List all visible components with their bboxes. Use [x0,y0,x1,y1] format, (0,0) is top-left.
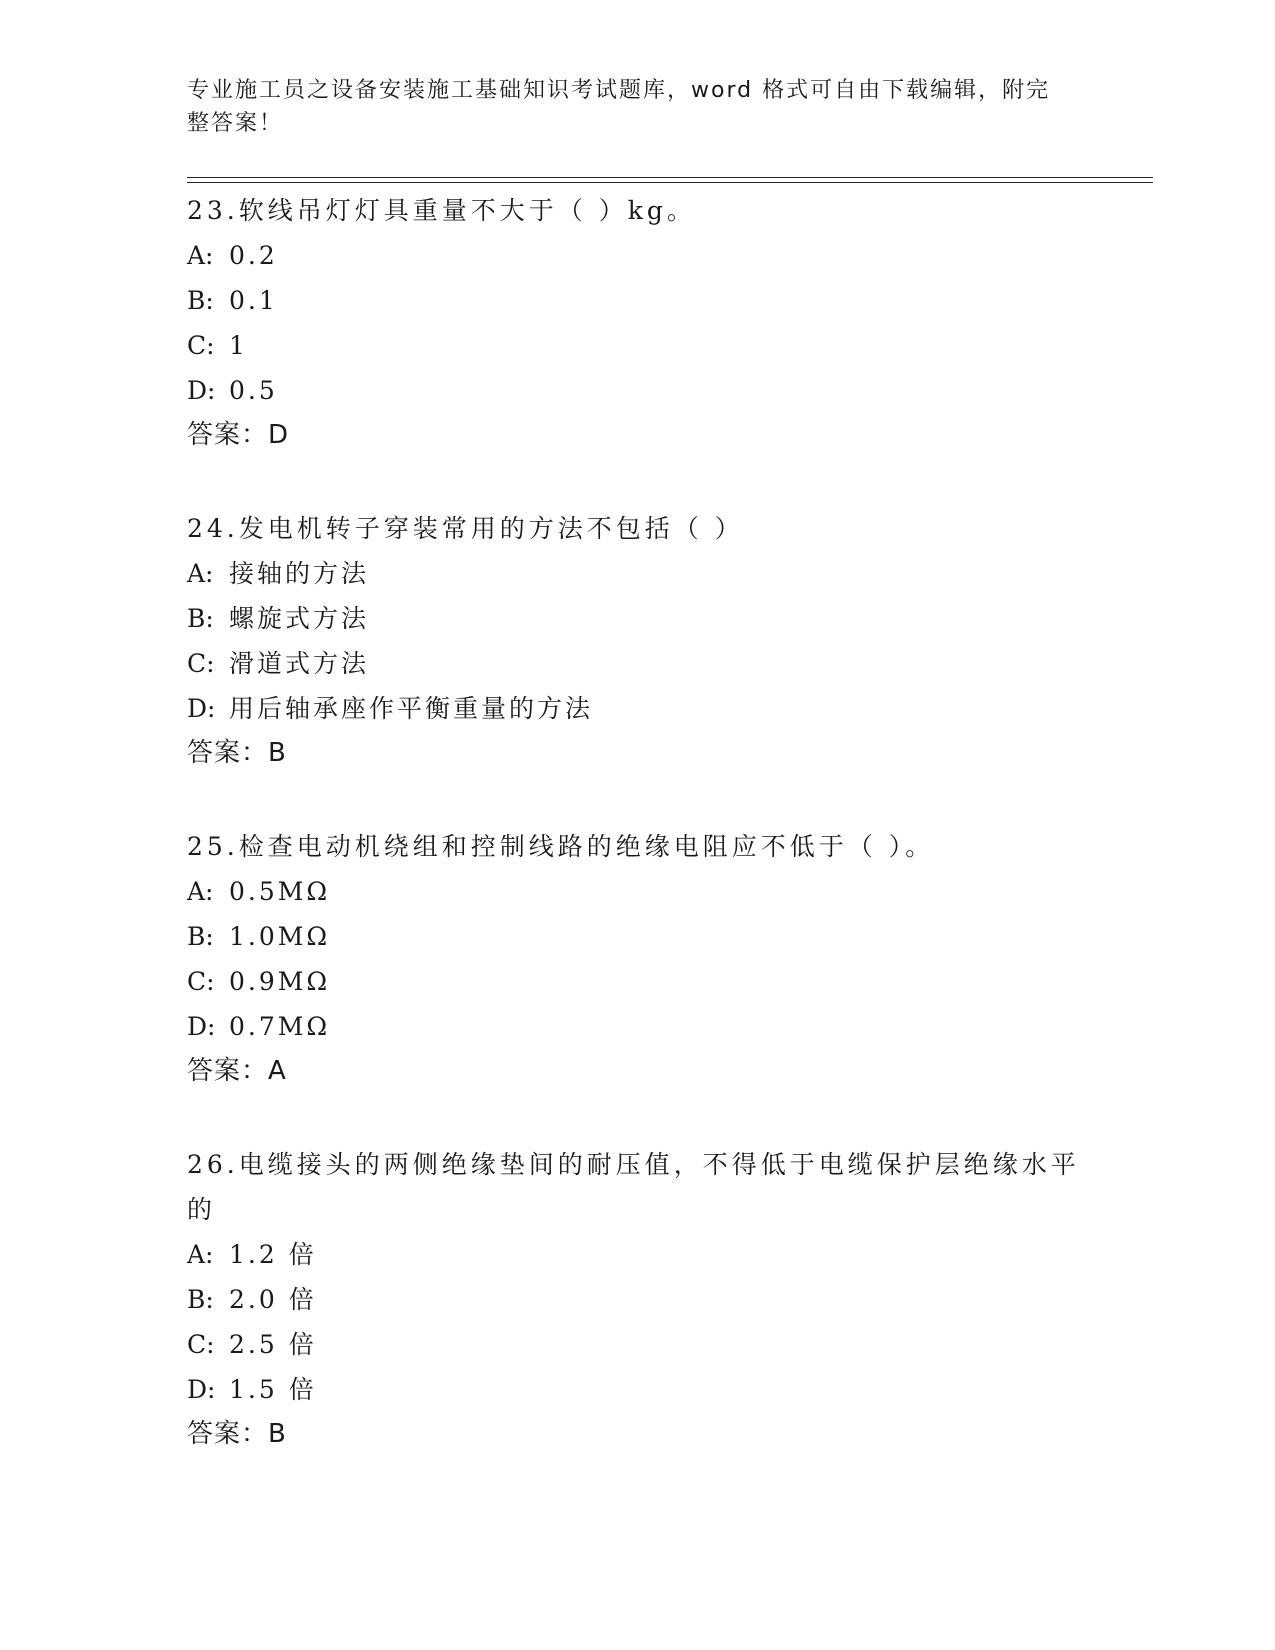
option-label: B: [187,604,214,633]
question-26 [187,1142,1087,1457]
option-d [187,1004,1087,1049]
answer-text: 答案：A [187,1056,287,1086]
option-a [187,869,1087,914]
option-label: D: [187,376,216,405]
question-text: 23.软线吊灯灯具重量不大于（ ）kg。 [187,196,696,225]
option-a [187,1232,1087,1277]
option-label: B: [187,922,214,951]
answer-text: 答案：B [187,1419,287,1449]
option-label: A: [187,1240,214,1269]
option-value: 螺旋式方法 [229,604,370,633]
option-value: 1 [229,331,248,360]
option-value: 0.5 [229,376,278,405]
option-b [187,596,1087,641]
question-23 [187,188,1087,458]
option-label: A: [187,877,214,906]
option-a [187,233,1087,278]
option-value: 0.1 [229,286,278,315]
question-text: 24.发电机转子穿装常用的方法不包括（ ） [187,514,744,543]
answer-text: 答案：B [187,738,287,768]
option-b [187,278,1087,323]
option-value: 0.7MΩ [229,1012,331,1041]
option-d [187,1367,1087,1412]
option-value: 1.5 倍 [229,1375,317,1404]
question-24 [187,506,1087,776]
option-value: 0.2 [229,241,278,270]
option-label: C: [187,649,215,678]
header-line-2: 整答案！ [187,111,284,136]
option-label: B: [187,1285,214,1314]
option-label: A: [187,559,214,588]
option-value: 2.5 倍 [229,1330,317,1359]
option-label: D: [187,1012,216,1041]
option-b [187,1277,1087,1322]
document-header [187,74,1067,140]
option-a [187,551,1087,596]
option-label: A: [187,241,214,270]
option-label: B: [187,286,214,315]
option-c [187,959,1087,1004]
option-value: 滑道式方法 [229,649,370,678]
answer-text: 答案：D [187,420,290,450]
question-25 [187,824,1087,1094]
option-c [187,1322,1087,1367]
option-label: D: [187,1375,216,1404]
option-value: 0.9MΩ [229,967,331,996]
option-value: 2.0 倍 [229,1285,317,1314]
header-divider-bottom [187,182,1153,183]
option-value: 1.2 倍 [229,1240,317,1269]
question-text: 25.检查电动机绕组和控制线路的绝缘电阻应不低于（ ）。 [187,832,935,861]
option-d [187,686,1087,731]
option-c [187,323,1087,368]
option-b [187,914,1087,959]
option-label: D: [187,694,216,723]
option-value: 接轴的方法 [229,559,370,588]
header-line-1: 专业施工员之设备安装施工基础知识考试题库，word 格式可自由下载编辑，附完 [187,78,1051,103]
option-label: C: [187,1330,215,1359]
option-label: C: [187,967,215,996]
option-label: C: [187,331,215,360]
option-value: 用后轴承座作平衡重量的方法 [229,694,594,723]
option-value: 0.5MΩ [229,877,331,906]
option-c [187,641,1087,686]
header-divider-top [187,177,1153,178]
option-value: 1.0MΩ [229,922,331,951]
question-text: 26.电缆接头的两侧绝缘垫间的耐压值，不得低于电缆保护层绝缘水平的 [187,1150,1080,1224]
option-d [187,368,1087,413]
